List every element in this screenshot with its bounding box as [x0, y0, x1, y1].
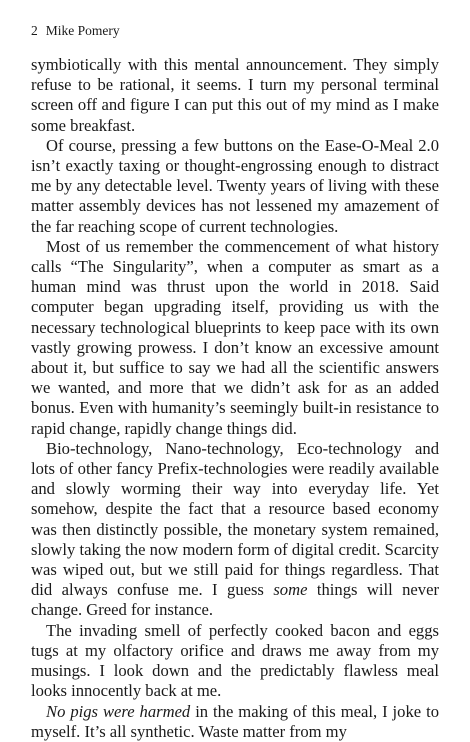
paragraph-text: in the making of this meal, I joke to myself. It’s all synthetic. Waste matter from my	[31, 701, 439, 741]
paragraph-text: The invading smell of perfectly cooked bacon and eggs tugs at my olfactory orifice and draws me away from my musings. I look down and the predictably flawless meal looks innocently back at me.	[31, 620, 439, 701]
emphasized-text: No pigs were harmed	[46, 701, 191, 721]
book-page	[31, 22, 439, 742]
paragraph-text: Most of us remember the commencement of what history calls “The Singularity”, when a computer as smart as a human mind was thrust upon the world in 2018. Said computer began upgrading itself, providing us with the necessary technological blueprints to keep pace with its own vastly growing prowess. I don’t know an excessive amount about it, but suffice to say we had all the scientific answers we wanted, and more that we didn’t ask for as an added bonus. Even with humanity’s seemingly built-in resistance to rapid change, rapidly change things did.	[31, 236, 439, 438]
paragraph-text: things will never change. Greed for instance.	[31, 580, 439, 620]
paragraph	[31, 621, 439, 702]
body-text	[31, 55, 439, 742]
paragraph	[31, 136, 439, 237]
paragraph-text: symbiotically with this mental announcement. They simply refuse to be rational, it seems. I turn my personal terminal screen off and figure I can put this out of my mind as I make some breakfast.	[31, 55, 439, 135]
paragraph	[31, 439, 439, 621]
author-name: Mike Pomery	[45, 23, 120, 38]
running-head	[31, 22, 439, 39]
paragraph-text: Bio-technology, Nano-technology, Eco-technology and lots of other fancy Prefix-technologies were readily available and slowly worming their way into everyday life. Yet somehow, despite the fact that a resource based economy was then distinctly possible, the monetary system remained, slowly taking the now modern form of digital credit. Scarcity was wiped out, but we still paid for things regardless. That did always confuse me. I guess	[31, 438, 439, 600]
emphasized-text: some	[273, 580, 308, 600]
paragraph	[31, 702, 439, 742]
paragraph	[31, 55, 439, 136]
paragraph	[31, 237, 439, 439]
page-number: 2	[31, 23, 38, 38]
paragraph-text: Of course, pressing a few buttons on the Ease-O-Meal 2.0 isn’t exactly taxing or thought-engrossing enough to distract me by any detectable level. Twenty years of living with these matter assembly devices has not lessened my amazement of the far reaching scope of current technologies.	[31, 135, 439, 236]
